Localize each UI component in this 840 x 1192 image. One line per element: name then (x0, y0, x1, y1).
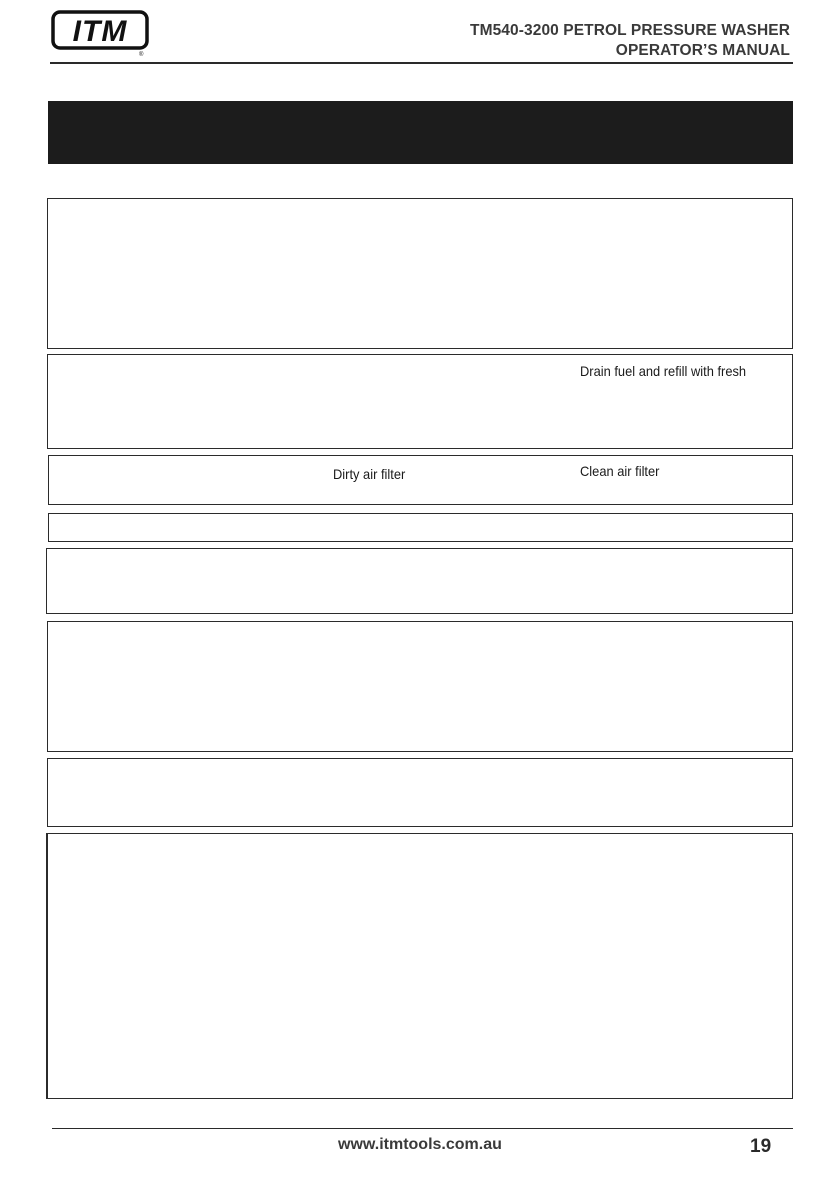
content-box-6 (47, 621, 793, 752)
page-number: 19 (750, 1136, 772, 1157)
content-box-4 (48, 513, 793, 542)
content-box-air-filter (48, 455, 793, 505)
content-box-1 (47, 198, 793, 349)
itm-logo (50, 9, 150, 57)
fuel-label: Drain fuel and refill with fresh (580, 363, 747, 379)
svg-text:ITM: ITM (72, 15, 128, 48)
section-banner (48, 101, 793, 164)
svg-text:®: ® (139, 52, 144, 57)
content-box-7 (47, 758, 793, 827)
website-link[interactable]: www.itmtools.com.au (338, 1136, 502, 1153)
content-box-5 (46, 548, 793, 614)
content-box-fuel (47, 354, 793, 449)
clean-air-filter-label: Clean air filter (580, 463, 660, 479)
header-divider (50, 62, 793, 64)
manual-title-line-1: TM540-3200 PETROL PRESSURE WASHER (470, 22, 790, 39)
content-box-8 (46, 833, 793, 1099)
dirty-air-filter-label: Dirty air filter (333, 466, 406, 482)
manual-title-line-2: OPERATOR’S MANUAL (615, 42, 790, 59)
manual-title (470, 21, 790, 61)
footer-divider (52, 1128, 793, 1129)
